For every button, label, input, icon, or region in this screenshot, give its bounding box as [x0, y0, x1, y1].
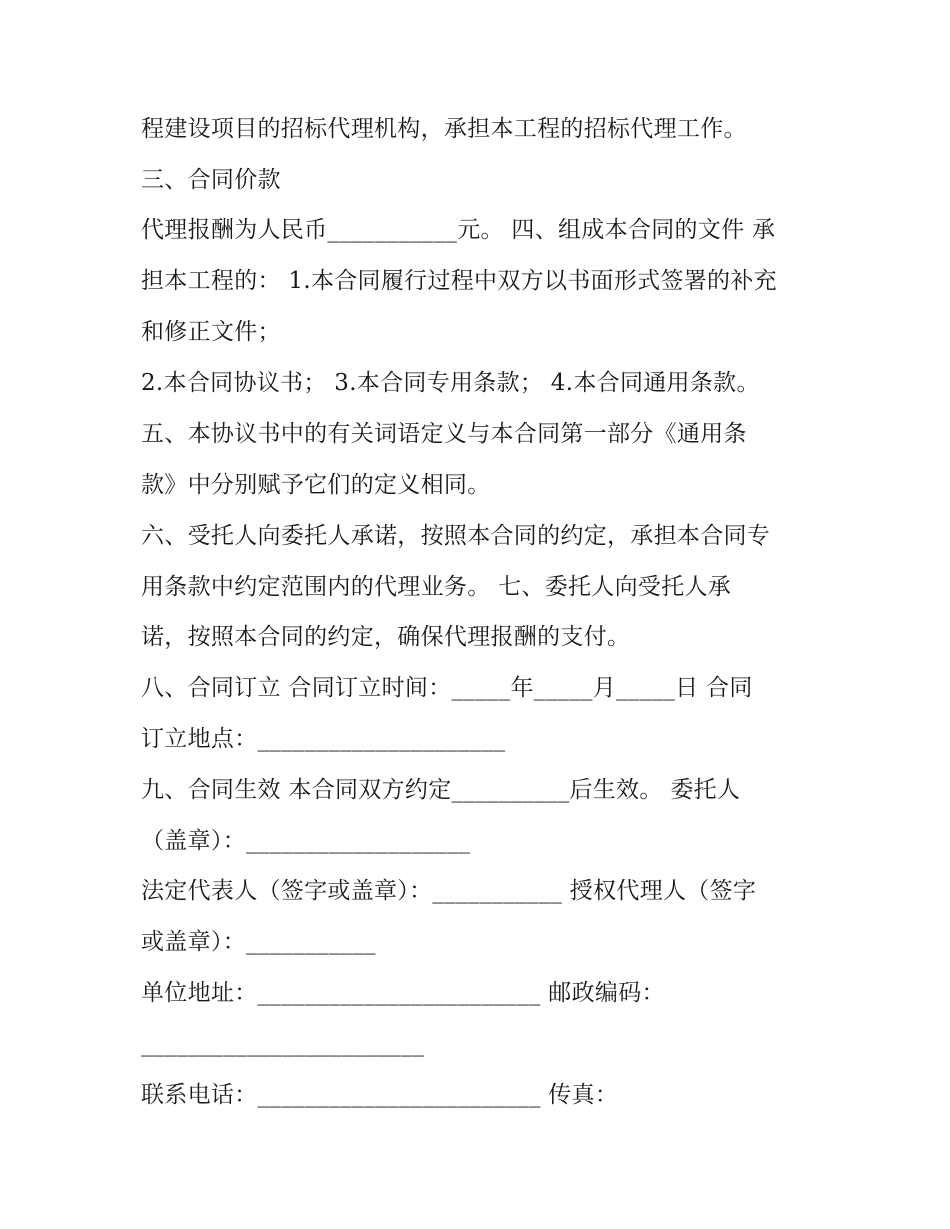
- text-line: 五、本协议书中的有关词语定义与本合同第一部分《通用条: [141, 421, 747, 447]
- text-line: 六、受托人向委托人承诺，按照本合同的约定，承担本合同专: [141, 523, 771, 549]
- text-line: 程建设项目的招标代理机构，承担本工程的招标代理工作。: [141, 116, 747, 142]
- text-line: 和修正文件；: [141, 319, 281, 345]
- text-line: 联系电话：________________________ 传真：: [141, 1082, 619, 1108]
- text-line: 单位地址：________________________ 邮政编码：: [141, 980, 665, 1006]
- text-line: ________________________: [141, 1031, 425, 1057]
- text-line: 诺，按照本合同的约定，确保代理报酬的支付。: [141, 624, 631, 650]
- text-line: 代理报酬为人民币___________元。 四、组成本合同的文件 承: [141, 217, 776, 243]
- text-line: 八、合同订立 合同订立时间：_____年_____月_____日 合同: [141, 675, 753, 701]
- text-line: 法定代表人（签字或盖章）：___________ 授权代理人（签字: [141, 878, 757, 904]
- section-heading: 三、合同价款: [141, 167, 281, 193]
- text-line: 九、合同生效 本合同双方约定__________后生效。 委托人: [141, 777, 741, 803]
- text-line: （盖章）：___________________: [141, 828, 471, 854]
- text-line: 或盖章）：___________: [141, 929, 376, 955]
- text-line: 2.本合同协议书； 3.本合同专用条款； 4.本合同通用条款。: [141, 370, 760, 396]
- text-line: 用条款中约定范围内的代理业务。 七、委托人向受托人承: [141, 574, 732, 600]
- text-line: 款》中分别赋予它们的定义相同。: [141, 472, 491, 498]
- text-line: 担本工程的： 1.本合同履行过程中双方以书面形式签署的补充: [141, 268, 777, 294]
- text-line: 订立地点：_____________________: [141, 726, 506, 752]
